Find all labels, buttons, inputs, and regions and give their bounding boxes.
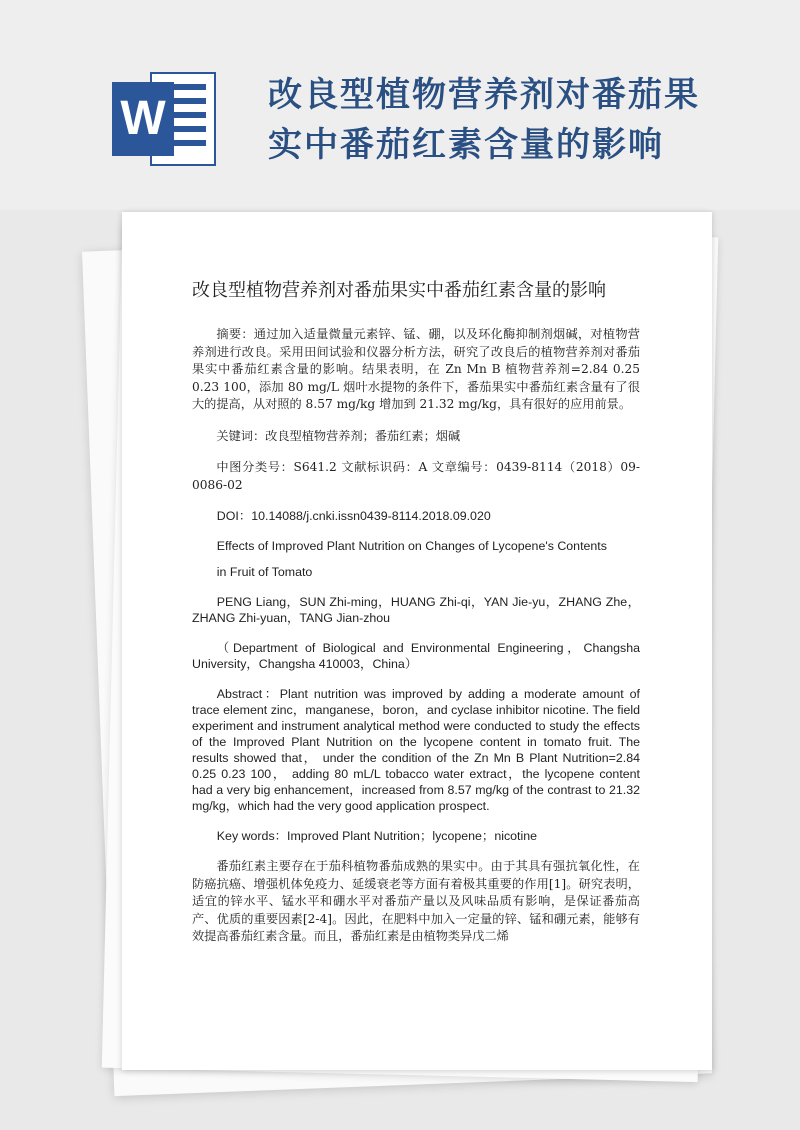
english-title-line-2: in Fruit of Tomato bbox=[216, 565, 313, 579]
word-document-icon bbox=[112, 72, 217, 167]
keywords-english: Key words：Improved Plant Nutrition；lycopene；nicotine bbox=[216, 829, 538, 843]
document-content bbox=[192, 276, 640, 960]
doi-line: DOI：10.14088/j.cnki.issn0439-8114.2018.09.020 bbox=[216, 509, 491, 523]
document-page bbox=[122, 212, 712, 1070]
abstract-chinese: 摘要：通过加入适量微量元素锌、锰、硼，以及环化酶抑制剂烟碱，对植物营养剂进行改良。采用田间试验和仪器分析方法，研究了改良后的植物营养剂对番茄果实中番茄红素含量的影响。结果表明，在 Zn Mn B 植物营养剂=2.84 0.25 0.23 100，添加 80 mg/L 烟叶水提物的条件下，番茄果实中番茄红素含量有了很大的提高，从对照的 8.57 mg/kg 增加到 21.32 mg/kg，具有很好的应用前景。 bbox=[192, 327, 640, 411]
affiliation: （Department of Biological and Environmental Engineering，Changsha University，Changsha 410003，China） bbox=[192, 641, 640, 671]
keywords-chinese: 关键词：改良型植物营养剂；番茄红素；烟碱 bbox=[216, 428, 461, 443]
header-title: 改良型植物营养剂对番茄果实中番茄红素含量的影响 bbox=[268, 75, 700, 165]
document-title: 改良型植物营养剂对番茄果实中番茄红素含量的影响 bbox=[192, 280, 606, 301]
author-list: PENG Liang，SUN Zhi-ming，HUANG Zhi-qi，YAN Jie-yu，ZHANG Zhe，ZHANG Zhi-yuan，TANG Jian-zhou bbox=[192, 595, 640, 625]
classification-line: 中图分类号：S641.2 文献标识码：A 文章编号：0439-8114（2018）09-0086-02 bbox=[192, 460, 640, 492]
abstract-english: Abstract：Plant nutrition was improved by adding a moderate amount of trace element zinc，manganese，boron，and cyclase inhibitor nicotine. The field experiment and instrument analytical method were conducted to study the effects of the Improved Plant Nutrition on the lycopene content in tomato fruit. The results showed that， under the condition of the Zn Mn B Plant Nutrition=2.84 0.25 0.23 100， adding 80 mL/L tobacco water extract，the lycopene content had a very big enhancement，increased from 8.57 mg/kg of the contrast to 21.32 mg/kg，which had the very good application prospect. bbox=[192, 687, 640, 813]
word-icon-letter: W bbox=[112, 82, 174, 156]
body-paragraph: 番茄红素主要存在于茄科植物番茄成熟的果实中。由于其具有强抗氧化性，在防癌抗癌、增强机体免疫力、延缓衰老等方面有着极其重要的作用[1]。研究表明，适宜的锌水平、锰水平和硼水平对番茄产量以及风味品质有影响，是保证番茄高产、优质的重要因素[2-4]。因此，在肥料中加入一定量的锌、锰和硼元素，能够有效提高番茄红素含量。而且，番茄红素是由植物类异戊二烯 bbox=[192, 859, 640, 943]
english-title-line-1: Effects of Improved Plant Nutrition on Changes of Lycopene's Contents bbox=[216, 539, 607, 553]
